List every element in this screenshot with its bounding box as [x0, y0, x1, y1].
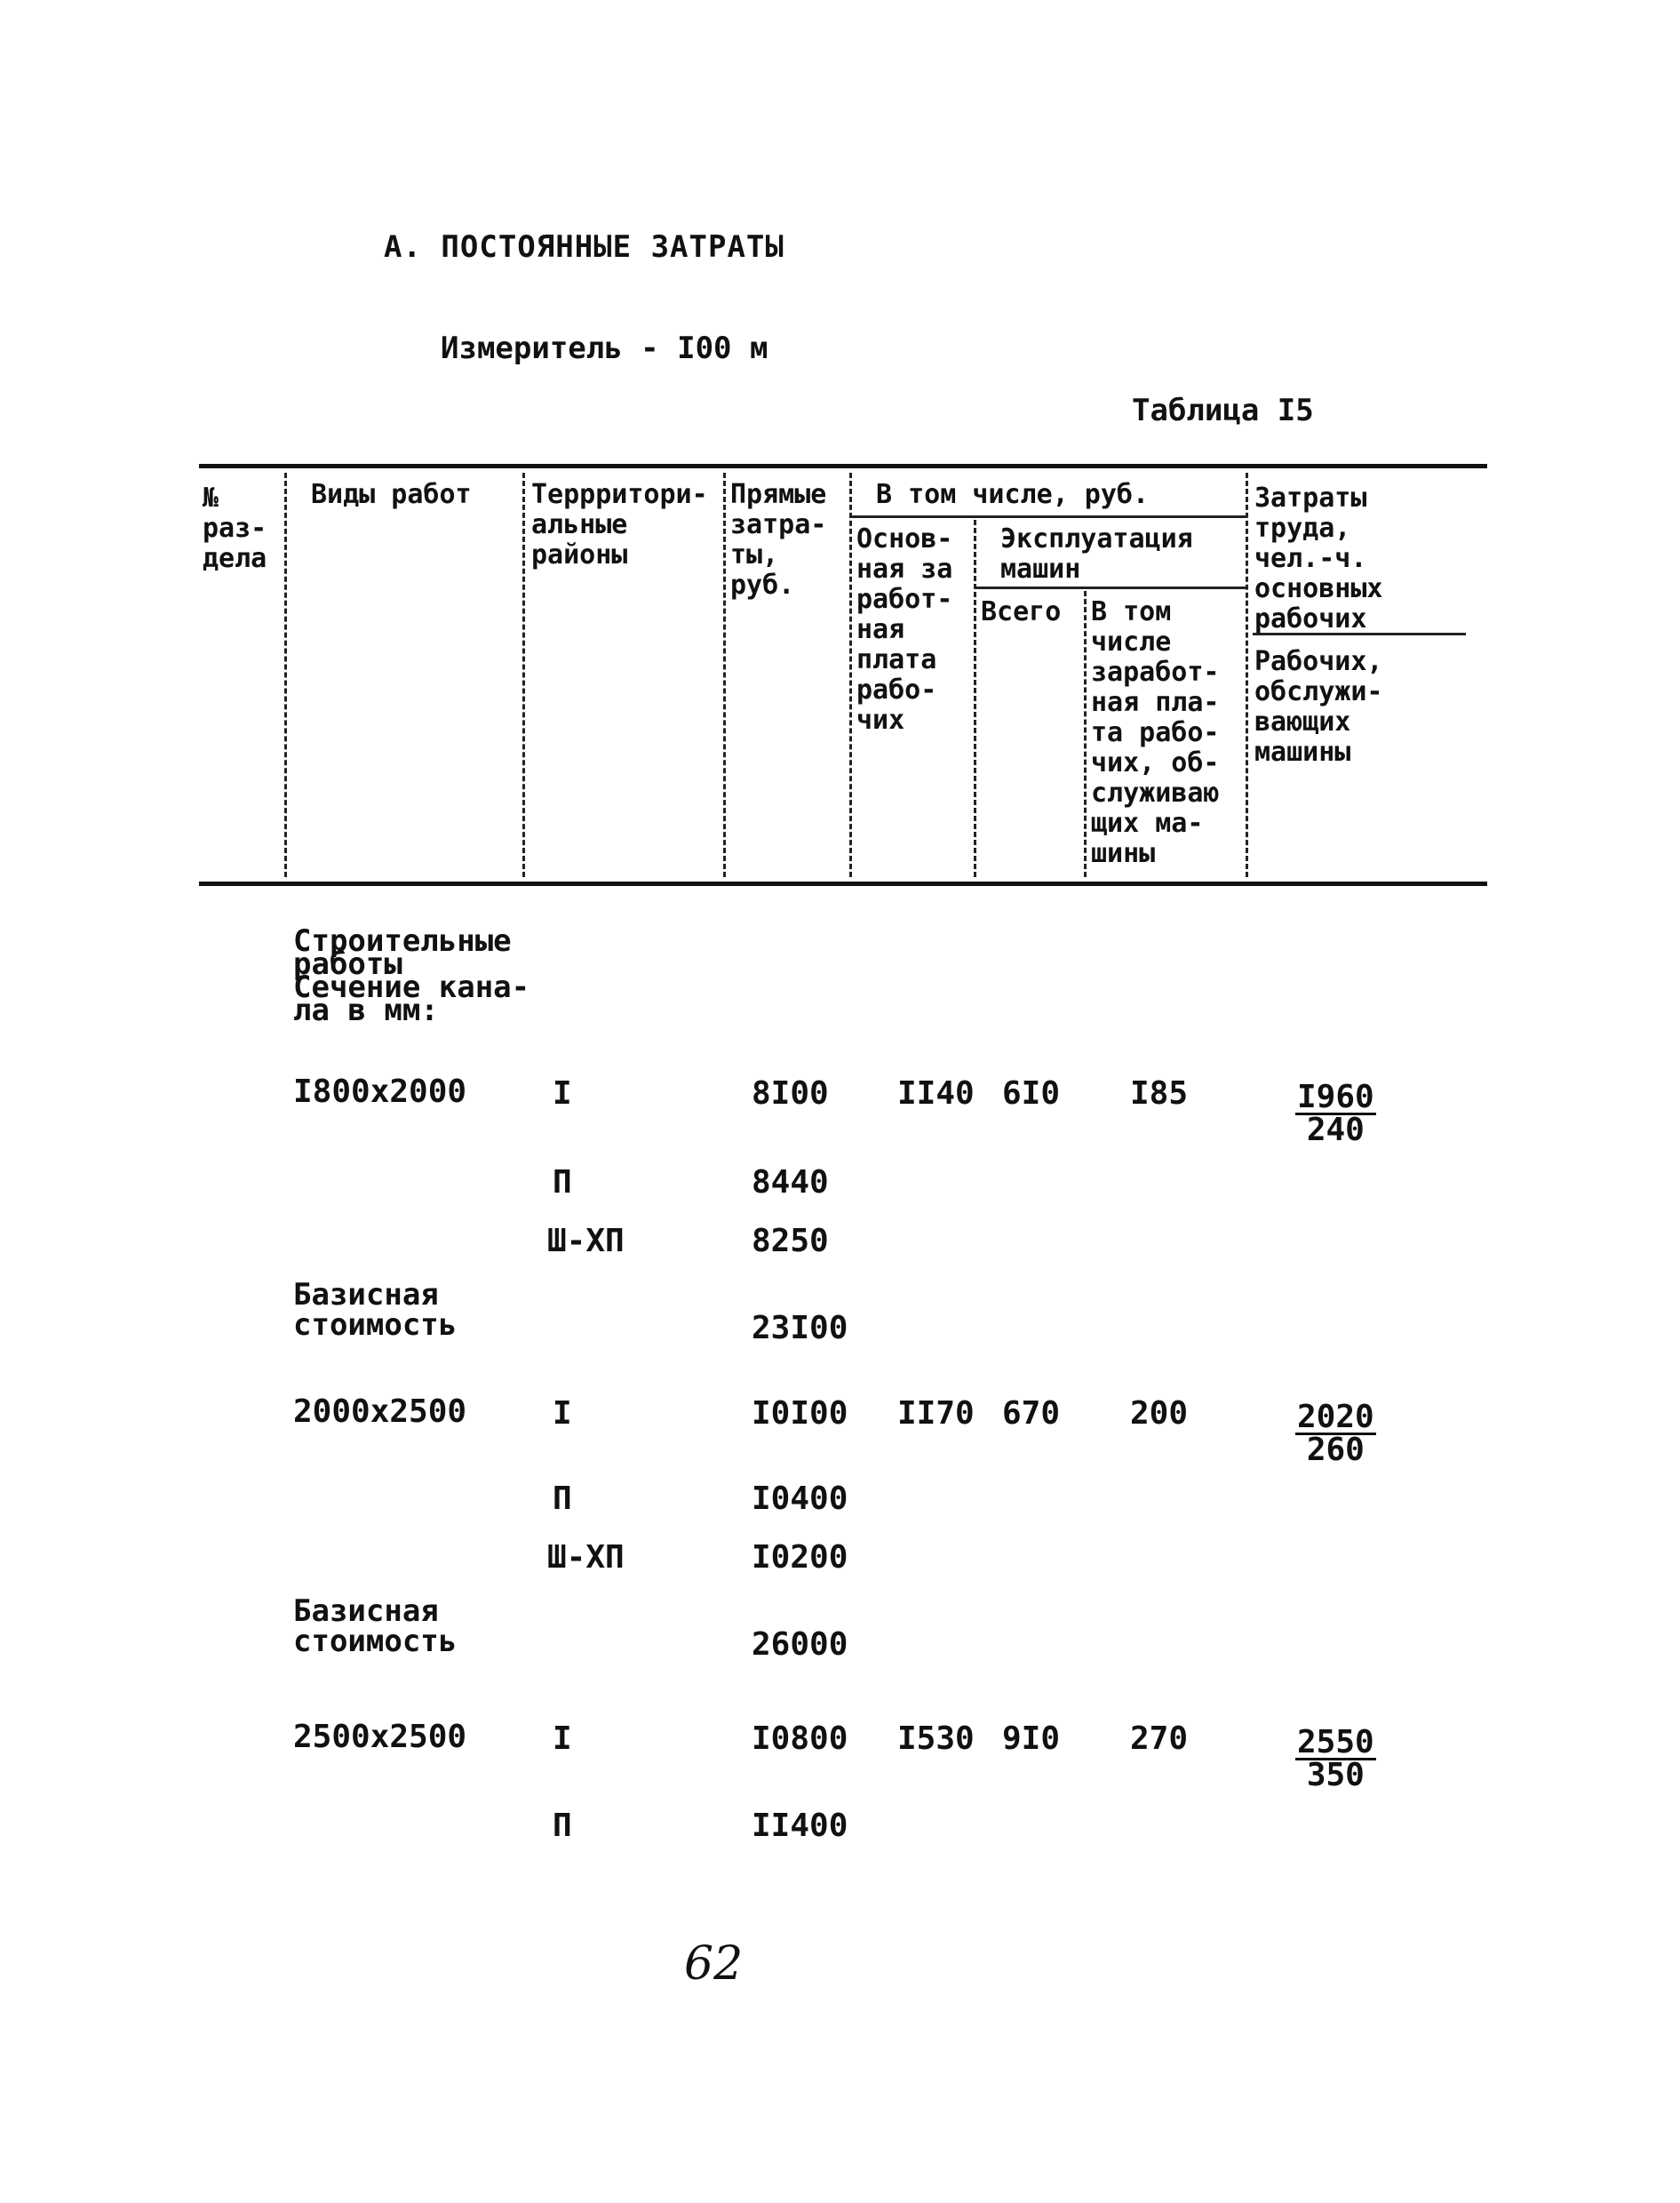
header-direct-costs: Прямые затра- ты, руб. [730, 479, 827, 601]
cell-wage: II70 [897, 1395, 975, 1432]
header-work-types: Виды работ [311, 479, 472, 510]
cell-work: Базисная стоимость [293, 1593, 458, 1659]
header-regions: Террритори- альные районы [531, 479, 708, 571]
cell-work: 2500х2500 [293, 1719, 467, 1755]
cell-direct: II400 [752, 1808, 848, 1844]
cell-region: I [553, 1075, 572, 1112]
col-separator [723, 473, 726, 877]
section-label: Строительные работы Сечение кана- ла в мм: [293, 923, 530, 1028]
cell-work: I800х2000 [293, 1074, 467, 1110]
col-separator [1246, 473, 1248, 877]
header-bottom-rule [199, 882, 1487, 886]
cell-incl-wage: 200 [1130, 1395, 1189, 1432]
cell-labor [1295, 1079, 1376, 1148]
labor-main: I960 [1297, 1079, 1374, 1115]
col-separator [974, 520, 976, 877]
cell-direct: I0800 [752, 1720, 848, 1757]
labor-machine: 240 [1306, 1112, 1365, 1148]
cell-region: I [553, 1720, 572, 1757]
header-base-wage: Основ- ная за работ- ная плата рабо- чих [856, 523, 953, 736]
labor-machine: 260 [1306, 1432, 1365, 1468]
cell-direct: 26000 [752, 1626, 848, 1663]
cell-direct: 8I00 [752, 1075, 829, 1112]
header-top-rule [199, 464, 1487, 468]
cell-machines-total: 9I0 [1002, 1720, 1061, 1757]
col-separator [849, 473, 852, 877]
header-including: В том числе, руб. [876, 479, 1150, 510]
cell-region: Ш-ХП [547, 1539, 625, 1576]
cell-region: П [553, 1164, 572, 1201]
header-section-number: № раз- дела [203, 483, 267, 574]
labor-machine: 350 [1306, 1757, 1365, 1793]
col-separator [284, 473, 287, 877]
header-total: Всего [981, 596, 1062, 627]
cell-region: П [553, 1808, 572, 1844]
table-number: Таблица I5 [1132, 393, 1314, 428]
cell-machines-total: 670 [1002, 1395, 1061, 1432]
cell-incl-wage: I85 [1130, 1075, 1189, 1112]
labor-main: 2550 [1297, 1724, 1374, 1760]
cell-direct: I0I00 [752, 1395, 848, 1432]
page-title: А. ПОСТОЯННЫЕ ЗАТРАТЫ [384, 229, 784, 265]
labor-main: 2020 [1297, 1399, 1374, 1435]
cell-incl-wage: 270 [1130, 1720, 1189, 1757]
cell-machines-total: 6I0 [1002, 1075, 1061, 1112]
subheader-rule [849, 515, 1246, 518]
page-number: 62 [684, 1937, 744, 1991]
cell-work: Базисная стоимость [293, 1277, 458, 1343]
cell-work: 2000х2500 [293, 1393, 467, 1430]
cell-direct: 8440 [752, 1164, 829, 1201]
cell-labor [1295, 1399, 1376, 1468]
header-machine-operation: Эксплуатация машин [1000, 523, 1193, 585]
cell-direct: I0200 [752, 1539, 848, 1576]
header-labor-machine: Рабочих, обслужи- вающих машины [1254, 646, 1383, 768]
measure-unit: Измеритель - I00 м [441, 331, 768, 366]
subheader-rule [974, 587, 1246, 589]
header-labor-costs: Затраты труда, чел.-ч. основных рабочих [1254, 483, 1383, 635]
header-incl-wage: В том числе заработ- ная пла- та рабо- чих, об- служиваю щих ма- шины [1091, 596, 1220, 869]
cell-wage: II40 [897, 1075, 975, 1112]
col-separator [522, 473, 525, 877]
col-separator [1084, 591, 1087, 877]
cell-region: Ш-ХП [547, 1223, 625, 1259]
cell-labor [1295, 1724, 1376, 1793]
cell-direct: 8250 [752, 1223, 829, 1259]
cell-wage: I530 [897, 1720, 975, 1757]
cell-region: I [553, 1395, 572, 1432]
cell-direct: 23I00 [752, 1310, 848, 1346]
cell-region: П [553, 1481, 572, 1517]
cell-direct: I0400 [752, 1481, 848, 1517]
